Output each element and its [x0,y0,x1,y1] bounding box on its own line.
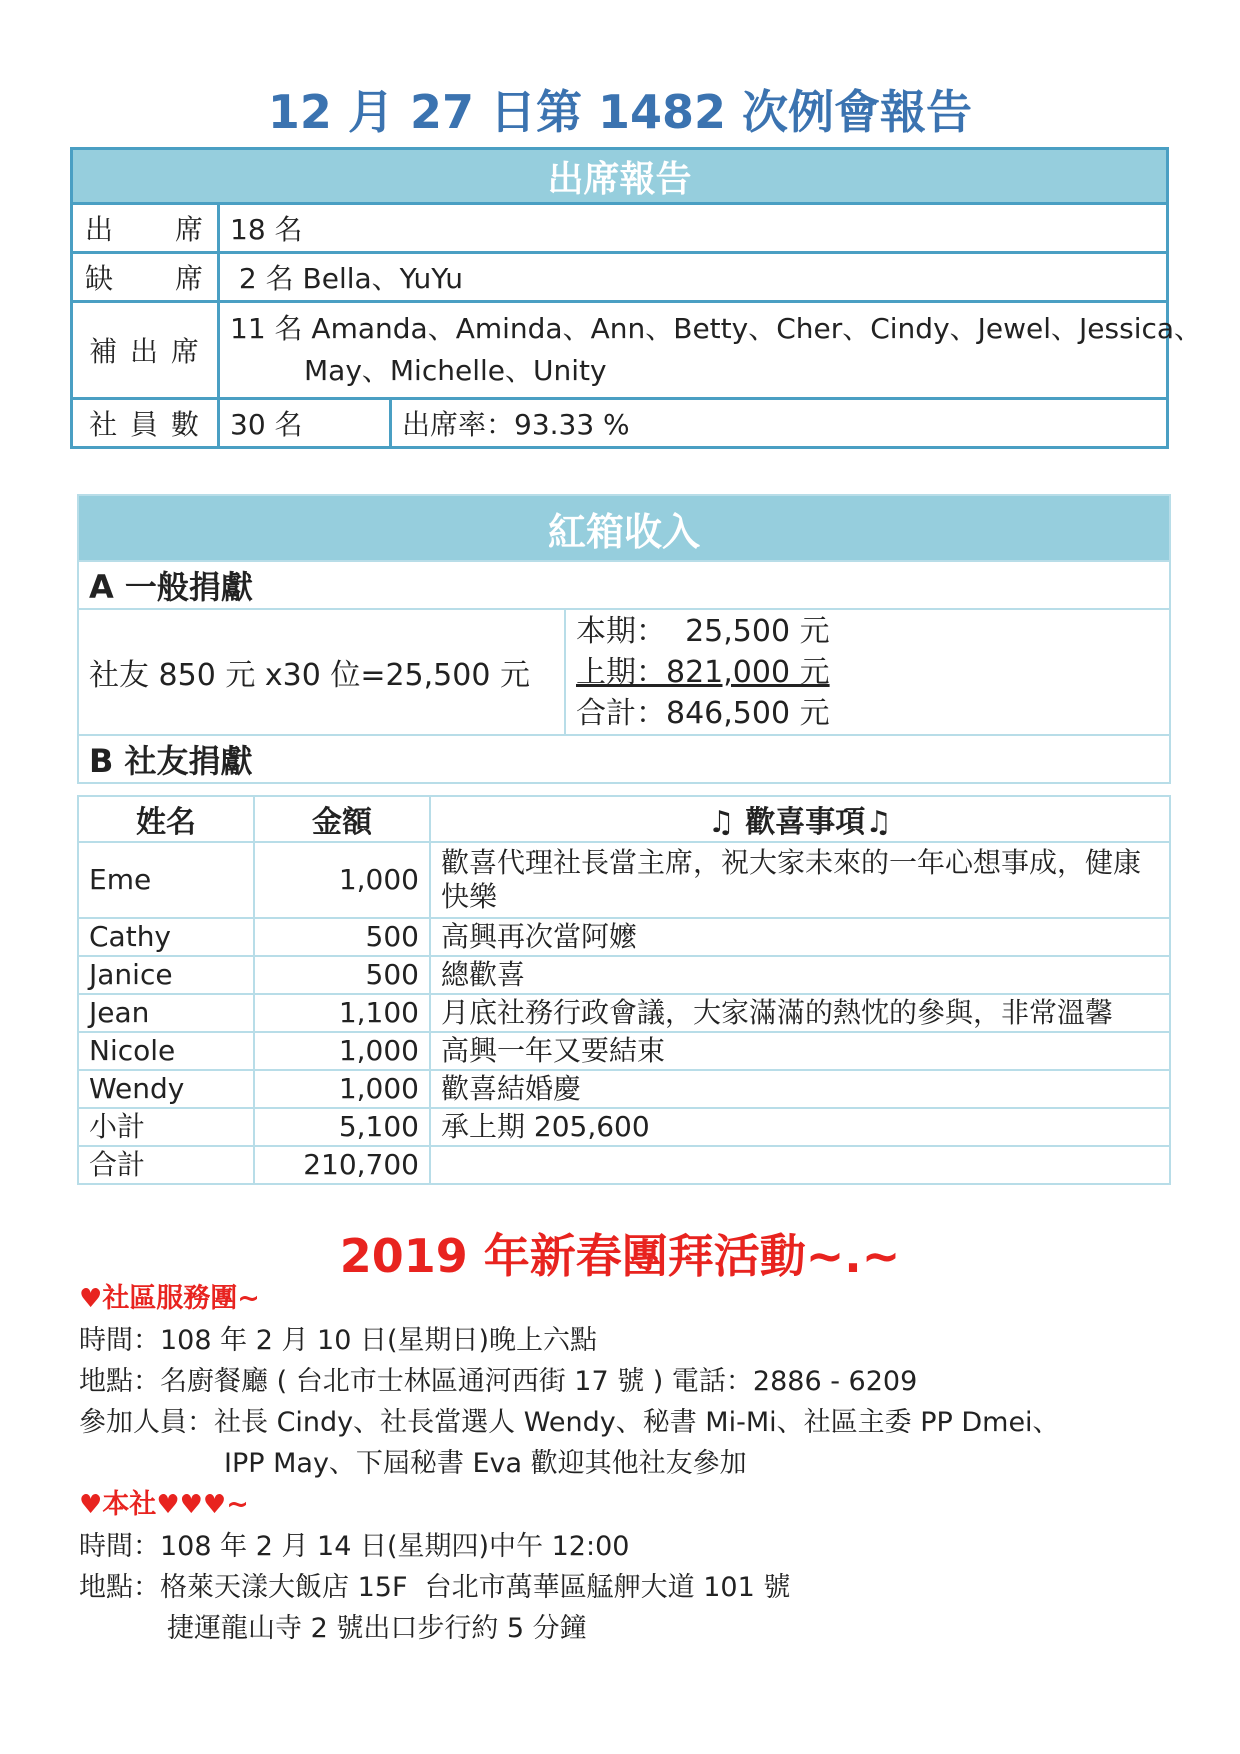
present-value: 18 名 [219,204,1168,253]
subtotal-note: 承上期 205,600 [430,1108,1170,1146]
donor-name: Janice [78,956,254,994]
previous-period: 上期：821,000 元 [576,654,830,690]
general-donation: 社友 850 元 x30 位=25,500 元 [78,609,565,735]
heart-icon: ♥ [79,1284,103,1314]
heart-icon: ♥ [79,1490,103,1520]
community-heading: 社區服務團~ [102,1283,260,1314]
makeup-line-2: May、Michelle、Unity [304,354,607,387]
donor-amount: 500 [254,956,430,994]
members-label: 社 員 數 [72,399,219,448]
donor-note: 月底社務行政會議，大家滿滿的熱忱的參與，非常溫馨 [430,994,1170,1032]
donor-amount: 1,100 [254,994,430,1032]
members-value: 30 名 [219,399,391,448]
donor-name: Wendy [78,1070,254,1108]
attendance-header: 出席報告 [72,149,1168,204]
attendance-table [70,147,1203,449]
col-amount: 金額 [254,796,430,842]
community-members-2: IPP May、下屆秘書 Eva 歡迎其他社友參加 [224,1448,747,1479]
community-members-1: 參加人員：社長 Cindy、社長當選人 Wendy、秘書 Mi-Mi、社區主委 PP Dmei、 [79,1407,1060,1438]
makeup-label: 補 出 席 [72,302,219,399]
event-title: 2019 年新春團拜活動~.~ [339,1229,901,1283]
col-note: ♫ 歡喜事項♫ [430,796,1170,842]
event-details [79,1278,1179,1649]
table-row [78,1032,1170,1070]
club-time: 時間：108 年 2 月 14 日(星期四)中午 12:00 [79,1531,630,1562]
period-total: 合計：846,500 元 [576,695,830,731]
table-row [78,842,1170,918]
current-period: 本期： 25,500 元 [576,613,830,649]
subtotal-row [78,1108,1170,1146]
period-totals [565,609,1170,735]
total-row [78,1146,1170,1184]
absent-value: 2 名 Bella、YuYu [219,253,1168,302]
redbox-table [77,494,1171,784]
total-amount: 210,700 [254,1146,430,1184]
donor-note: 歡喜結婚慶 [430,1070,1170,1108]
donor-note: 高興再次當阿嬤 [430,918,1170,956]
donor-name: Eme [78,842,254,918]
total-note [430,1146,1170,1184]
donor-note: 高興一年又要結束 [430,1032,1170,1070]
page-title: 12 月 27 日第 1482 次例會報告 [267,85,973,139]
makeup-line-1: 11 名 Amanda、Aminda、Ann、Betty、Cher、Cindy、Jewel、Jessica、 [230,312,1203,345]
donor-amount: 1,000 [254,842,430,918]
table-row [78,918,1170,956]
club-heading-tail: ~ [226,1489,249,1520]
donor-amount: 1,000 [254,1070,430,1108]
donor-amount: 1,000 [254,1032,430,1070]
community-time: 時間：108 年 2 月 10 日(星期日)晚上六點 [79,1325,598,1356]
section-a-heading: A 一般捐獻 [78,561,1170,609]
attendance-rate: 出席率：93.33 % [391,399,1168,448]
table-row [78,994,1170,1032]
redbox-header: 紅箱收入 [78,495,1170,561]
donor-note: 歡喜代理社長當主席，祝大家未來的一年心想事成，健康快樂 [430,842,1170,918]
donor-amount: 500 [254,918,430,956]
club-heading: 本社 [102,1489,157,1520]
subtotal-amount: 5,100 [254,1108,430,1146]
present-label: 出 席 [72,204,219,253]
table-row [78,956,1170,994]
subtotal-label: 小計 [78,1108,254,1146]
donation-table [77,795,1171,1185]
community-place: 地點：名廚餐廳 ( 台北市士林區通河西街 17 號 ) 電話：2886 - 6209 [79,1366,918,1397]
col-name: 姓名 [78,796,254,842]
total-label: 合計 [78,1146,254,1184]
makeup-value [219,302,1203,399]
section-b-heading: B 社友捐獻 [78,735,1170,783]
donor-note: 總歡喜 [430,956,1170,994]
donor-name: Cathy [78,918,254,956]
club-transit: 捷運龍山寺 2 號出口步行約 5 分鐘 [167,1613,587,1644]
table-row [78,1070,1170,1108]
donor-name: Jean [78,994,254,1032]
heart-icon: ♥♥♥ [156,1490,227,1520]
club-place: 地點：格萊天漾大飯店 15F 台北市萬華區艋舺大道 101 號 [79,1572,791,1603]
absent-label: 缺 席 [72,253,219,302]
donor-name: Nicole [78,1032,254,1070]
